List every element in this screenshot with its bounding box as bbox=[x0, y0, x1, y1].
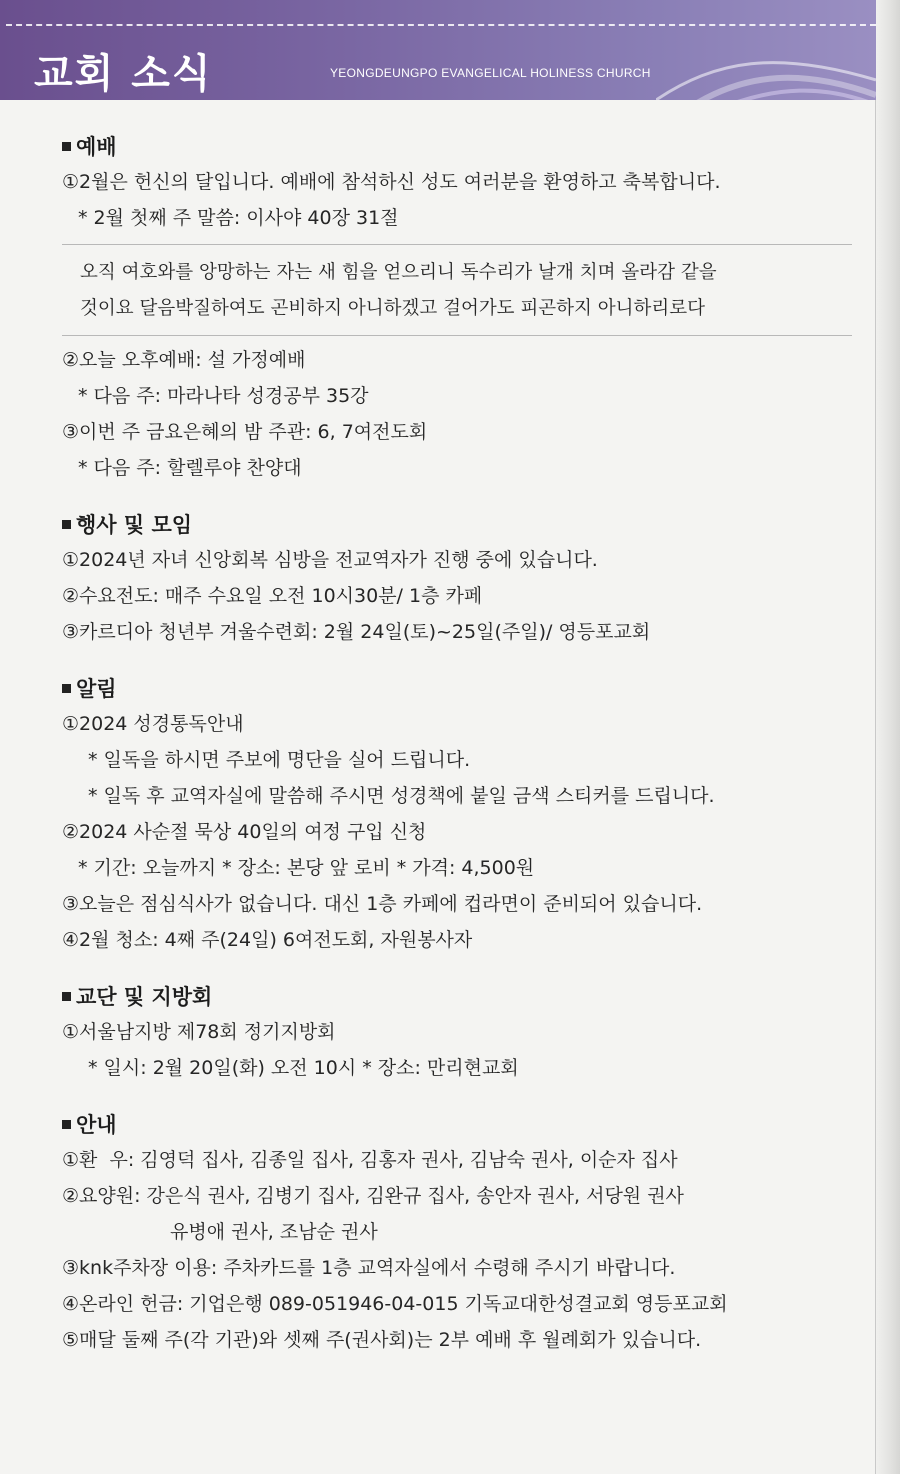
worship-item-2: ②오늘 오후예배: 설 가정예배 bbox=[62, 349, 306, 371]
worship-item-3: ③이번 주 금요은혜의 밤 주관: 6, 7여전도회 bbox=[62, 421, 428, 443]
events-item-1: ①2024년 자녀 신앙회복 심방을 전교역자가 진행 중에 있습니다. bbox=[62, 549, 598, 571]
guide-item-2-cont: 유병애 권사, 조남순 권사 bbox=[170, 1221, 378, 1243]
worship-item-2-sub: * 다음 주: 마라나타 성경공부 35강 bbox=[78, 385, 369, 407]
dashed-divider bbox=[6, 24, 876, 26]
section-heading-worship: 예배 bbox=[62, 130, 852, 164]
guide-item-1: ①환 우: 김영덕 집사, 김종일 집사, 김홍자 권사, 김남숙 권사, 이순자 집사 bbox=[62, 1149, 678, 1171]
guide-item-3: ③knk주차장 이용: 주차카드를 1층 교역자실에서 수령해 주시기 바랍니다. bbox=[62, 1257, 676, 1279]
bullet-square-icon bbox=[62, 992, 71, 1001]
church-name: YEONGDEUNGPO EVANGELICAL HOLINESS CHURCH bbox=[330, 66, 651, 80]
bullet-square-icon bbox=[62, 142, 71, 151]
guide-item-4: ④온라인 헌금: 기업은행 089-051946-04-015 기독교대한성결교회 영등포교회 bbox=[62, 1293, 728, 1315]
scripture-line-1: 오직 여호와를 앙망하는 자는 새 힘을 얻으리니 독수리가 날개 치며 올라감 같을 bbox=[80, 262, 717, 283]
scripture-quote bbox=[62, 244, 852, 336]
scripture-line-2: 것이요 달음박질하여도 곤비하지 아니하겠고 걸어가도 피곤하지 아니하리로다 bbox=[80, 298, 706, 319]
events-item-3: ③카르디아 청년부 겨울수련회: 2월 24일(토)~25일(주일)/ 영등포교회 bbox=[62, 621, 651, 643]
news-content bbox=[62, 130, 852, 1358]
section-heading-events: 행사 및 모임 bbox=[62, 508, 852, 542]
page-title: 교회 소식 bbox=[34, 51, 213, 97]
guide-item-5: ⑤매달 둘째 주(각 기관)와 셋째 주(권사회)는 2부 예배 후 월례회가 있습니다. bbox=[62, 1329, 702, 1351]
notice-item-2: ②2024 사순절 묵상 40일의 여정 구입 신청 bbox=[62, 821, 427, 843]
district-item-1-sub: * 일시: 2월 20일(화) 오전 10시 * 장소: 만리현교회 bbox=[88, 1057, 519, 1079]
section-heading-notice: 알림 bbox=[62, 672, 852, 706]
district-item-1: ①서울남지방 제78회 정기지방회 bbox=[62, 1021, 336, 1043]
worship-item-3-sub: * 다음 주: 할렐루야 찬양대 bbox=[78, 457, 302, 479]
header-banner bbox=[0, 0, 876, 100]
notice-item-4: ④2월 청소: 4째 주(24일) 6여전도회, 자원봉사자 bbox=[62, 929, 473, 951]
notice-item-1: ①2024 성경통독안내 bbox=[62, 713, 244, 735]
guide-item-2: ②요양원: 강은식 권사, 김병기 집사, 김완규 집사, 송안자 권사, 서당원 권사 bbox=[62, 1185, 684, 1207]
notice-item-2-sub: * 기간: 오늘까지 * 장소: 본당 앞 로비 * 가격: 4,500원 bbox=[78, 857, 535, 879]
notice-item-1-sub-1: * 일독을 하시면 주보에 명단을 실어 드립니다. bbox=[88, 749, 471, 771]
worship-item-1: ①2월은 헌신의 달입니다. 예배에 참석하신 성도 여러분을 환영하고 축복합니다. bbox=[62, 171, 721, 193]
events-item-2: ②수요전도: 매주 수요일 오전 10시30분/ 1층 카페 bbox=[62, 585, 483, 607]
section-heading-district: 교단 및 지방회 bbox=[62, 980, 852, 1014]
decorative-swirl bbox=[656, 40, 876, 100]
section-heading-guide: 안내 bbox=[62, 1108, 852, 1142]
bullet-square-icon bbox=[62, 1120, 71, 1129]
bullet-square-icon bbox=[62, 520, 71, 529]
notice-item-3: ③오늘은 점심식사가 없습니다. 대신 1층 카페에 컵라면이 준비되어 있습니다. bbox=[62, 893, 703, 915]
page-edge bbox=[875, 0, 900, 1474]
bullet-square-icon bbox=[62, 684, 71, 693]
notice-item-1-sub-2: * 일독 후 교역자실에 말씀해 주시면 성경책에 붙일 금색 스티커를 드립니다. bbox=[88, 785, 715, 807]
worship-item-1-sub: * 2월 첫째 주 말씀: 이사야 40장 31절 bbox=[78, 207, 399, 229]
